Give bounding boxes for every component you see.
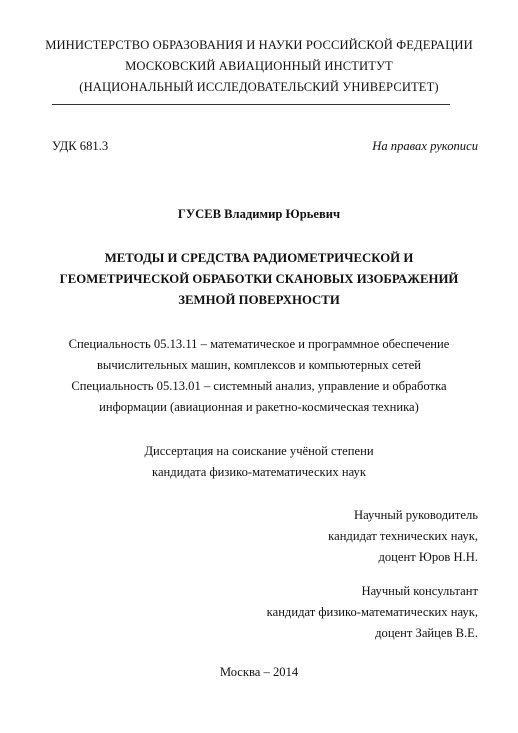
author-name: ГУСЕВ Владимир Юрьевич bbox=[177, 207, 341, 221]
university-status-line: (НАЦИОНАЛЬНЫЙ ИССЛЕДОВАТЕЛЬСКИЙ УНИВЕРСИТЕТ) bbox=[79, 80, 439, 94]
thesis-title-line-3: ЗЕМНОЙ ПОВЕРХНОСТИ bbox=[178, 293, 340, 307]
degree-line-1: Диссертация на соискание учёной степени bbox=[144, 444, 374, 458]
supervisor-name: доцент Юров Н.Н. bbox=[378, 550, 478, 564]
consultant-degree: кандидат физико-математических наук, bbox=[266, 605, 478, 619]
ministry-line: МИНИСТЕРСТВО ОБРАЗОВАНИЯ И НАУКИ РОССИЙСКОЙ ФЕДЕРАЦИИ bbox=[45, 38, 473, 52]
specialty-1-line-1: Специальность 05.13.11 – математическое и программное обеспечение bbox=[68, 337, 450, 351]
consultant-name: доцент Зайцев В.Е. bbox=[375, 626, 478, 640]
degree-line-2: кандидата физико-математических наук bbox=[152, 465, 366, 479]
udk-code: УДК 681.3 bbox=[52, 139, 109, 153]
specialty-2-line-2: информации (авиационная и ракетно-космическая техника) bbox=[99, 400, 419, 414]
supervisor-degree: кандидат технических наук, bbox=[328, 529, 478, 543]
specialty-1-line-2: вычислительных машин, комплексов и компьютерных сетей bbox=[96, 358, 422, 372]
consultant-role: Научный консультант bbox=[361, 584, 478, 598]
city-year: Москва – 2014 bbox=[219, 665, 299, 679]
manuscript-rights-note: На правах рукописи bbox=[372, 139, 478, 153]
header-divider bbox=[52, 104, 450, 105]
thesis-title-line-2: ГЕОМЕТРИЧЕСКОЙ ОБРАБОТКИ СКАНОВЫХ ИЗОБРАЖЕНИЙ bbox=[59, 272, 459, 286]
institute-line: МОСКОВСКИЙ АВИАЦИОННЫЙ ИНСТИТУТ bbox=[125, 59, 393, 73]
supervisor-role: Научный руководитель bbox=[353, 508, 478, 522]
specialty-2-line-1: Специальность 05.13.01 – системный анализ, управление и обработка bbox=[71, 379, 447, 393]
thesis-title-line-1: МЕТОДЫ И СРЕДСТВА РАДИОМЕТРИЧЕСКОЙ И bbox=[104, 251, 414, 265]
